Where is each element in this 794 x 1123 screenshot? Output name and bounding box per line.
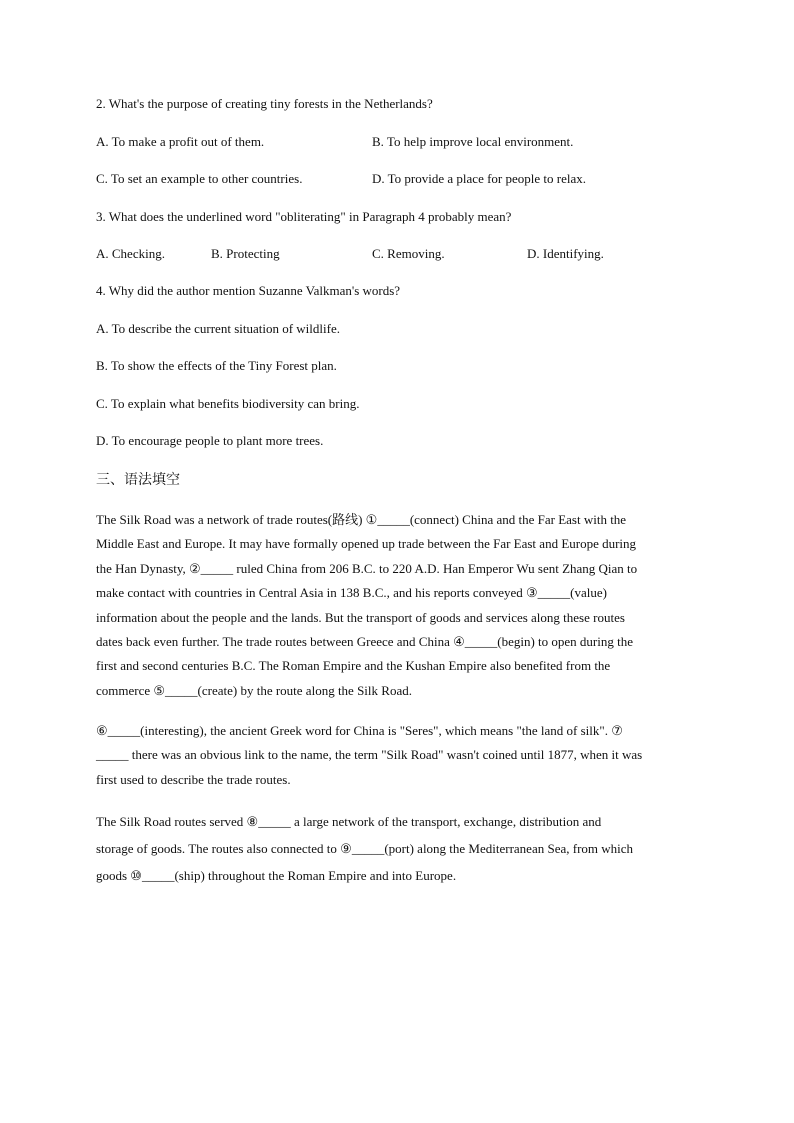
- passage-line: dates back even further. The trade routes between Greece and China ④_____(begin) to open during the: [96, 634, 633, 650]
- passage-line: storage of goods. The routes also connected to ⑨_____(port) along the Mediterranean Sea, from which: [96, 841, 634, 856]
- question-3-stem: 3. What does the underlined word "obliterating" in Paragraph 4 probably mean?: [96, 209, 512, 224]
- passage-paragraph-2: [96, 719, 692, 792]
- passage-line: the Han Dynasty, ②_____ ruled China from 206 B.C. to 220 A.D. Han Emperor Wu sent Zhang Qian to: [96, 560, 638, 576]
- passage-paragraph-1: [96, 508, 692, 703]
- question-2-option-c: C. To set an example to other countries.: [96, 171, 303, 186]
- passage-line: Middle East and Europe. It may have formally opened up trade between the Far East and Europe during: [96, 536, 637, 552]
- passage-line: commerce ⑤_____(create) by the route along the Silk Road.: [96, 682, 412, 698]
- question-2-stem: 2. What's the purpose of creating tiny forests in the Netherlands?: [96, 96, 433, 111]
- passage-line: information about the people and the lands. But the transport of goods and services along these routes: [96, 609, 625, 625]
- question-3-option-a: A. Checking.: [96, 246, 165, 261]
- passage-line: ⑥_____(interesting), the ancient Greek word for China is "Seres", which means "the land of silk". ⑦: [96, 723, 623, 738]
- section-title: 三、语法填空: [96, 472, 180, 488]
- question-3-option-c: C. Removing.: [372, 246, 445, 261]
- question-4-option-a: A. To describe the current situation of wildlife.: [96, 321, 340, 336]
- passage-line: first used to describe the trade routes.: [96, 771, 291, 787]
- passage-line: make contact with countries in Central Asia in 138 B.C., and his reports conveyed ③_____(value): [96, 585, 607, 601]
- question-3-option-d: D. Identifying.: [527, 246, 604, 261]
- question-2-option-b: B. To help improve local environment.: [372, 134, 574, 149]
- passage-line: The Silk Road was a network of trade routes(路线) ①_____(connect) China and the Far East with the: [96, 512, 627, 527]
- passage-line: first and second centuries B.C. The Roman Empire and the Kushan Empire also benefited from the: [96, 658, 611, 674]
- question-4-stem: 4. Why did the author mention Suzanne Valkman's words?: [96, 283, 401, 298]
- question-3-option-b: B. Protecting: [211, 246, 280, 261]
- question-4-option-c: C. To explain what benefits biodiversity can bring.: [96, 396, 360, 411]
- question-2-option-a: A. To make a profit out of them.: [96, 134, 265, 149]
- passage-paragraph-3: [96, 808, 692, 889]
- question-4-option-b: B. To show the effects of the Tiny Forest plan.: [96, 358, 337, 373]
- question-4-option-d: D. To encourage people to plant more trees.: [96, 433, 324, 448]
- passage-line: _____ there was an obvious link to the name, the term "Silk Road" wasn't coined until 1877, when it was: [96, 747, 643, 763]
- question-2-option-d: D. To provide a place for people to relax.: [372, 171, 586, 186]
- passage-line: The Silk Road routes served ⑧_____ a large network of the transport, exchange, distribution and: [96, 814, 602, 829]
- passage-line: goods ⑩_____(ship) throughout the Roman Empire and into Europe.: [96, 868, 457, 883]
